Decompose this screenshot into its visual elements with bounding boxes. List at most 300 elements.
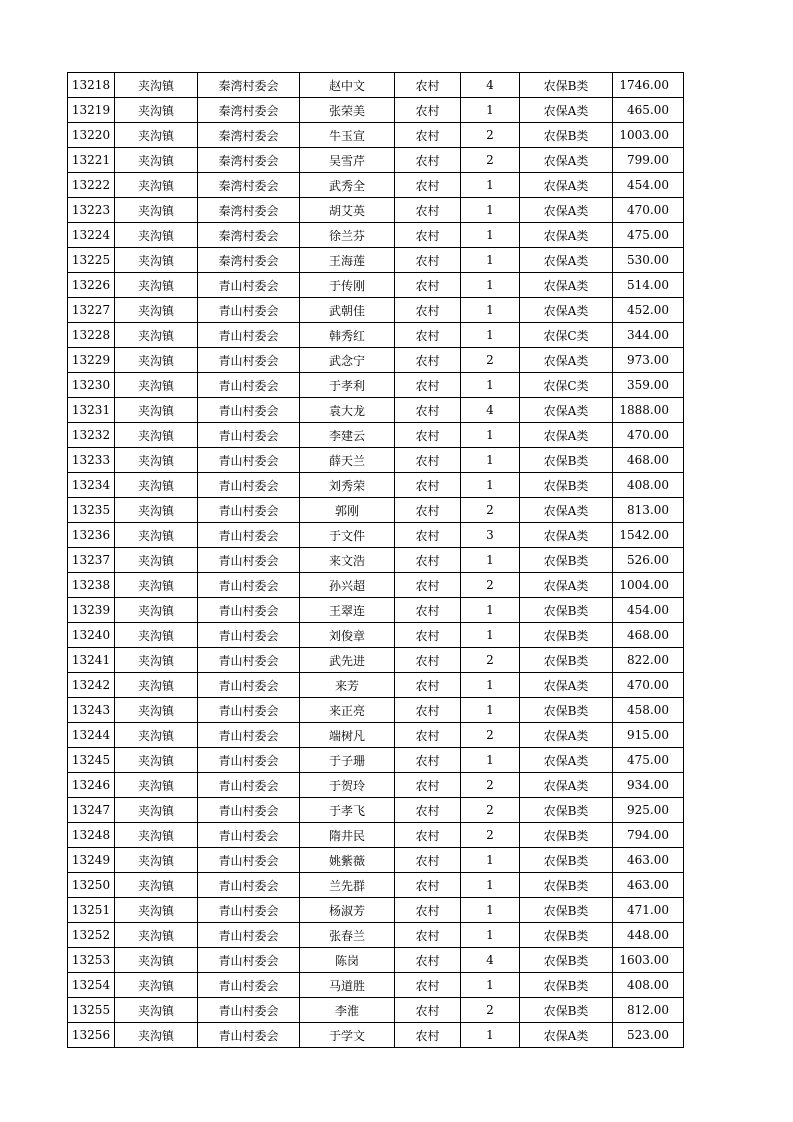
village-committee-cell: 青山村委会: [198, 873, 300, 898]
record-id-cell: 13244: [68, 723, 115, 748]
table-row: [68, 348, 684, 373]
record-id-cell: 13230: [68, 373, 115, 398]
area-type-cell: 农村: [395, 523, 461, 548]
table-row: [68, 323, 684, 348]
category-cell: 农保B类: [520, 598, 613, 623]
table-row: [68, 823, 684, 848]
town-cell: 夹沟镇: [115, 998, 198, 1023]
category-cell: 农保B类: [520, 123, 613, 148]
table-row: [68, 698, 684, 723]
town-cell: 夹沟镇: [115, 473, 198, 498]
village-committee-cell: 青山村委会: [198, 748, 300, 773]
category-cell: 农保B类: [520, 473, 613, 498]
table-row: [68, 798, 684, 823]
amount-cell: 470.00: [613, 673, 684, 698]
amount-cell: 470.00: [613, 198, 684, 223]
category-cell: 农保A类: [520, 173, 613, 198]
name-cell: 武先进: [300, 648, 395, 673]
area-type-cell: 农村: [395, 248, 461, 273]
town-cell: 夹沟镇: [115, 98, 198, 123]
records-table: [67, 72, 684, 1048]
village-committee-cell: 青山村委会: [198, 548, 300, 573]
town-cell: 夹沟镇: [115, 123, 198, 148]
category-cell: 农保C类: [520, 323, 613, 348]
record-id-cell: 13252: [68, 923, 115, 948]
count-cell: 2: [461, 998, 520, 1023]
category-cell: 农保A类: [520, 748, 613, 773]
record-id-cell: 13232: [68, 423, 115, 448]
table-row: [68, 648, 684, 673]
category-cell: 农保B类: [520, 698, 613, 723]
town-cell: 夹沟镇: [115, 423, 198, 448]
amount-cell: 526.00: [613, 548, 684, 573]
village-committee-cell: 青山村委会: [198, 323, 300, 348]
record-id-cell: 13227: [68, 298, 115, 323]
count-cell: 1: [461, 673, 520, 698]
records-table-body: [68, 73, 684, 1048]
amount-cell: 1746.00: [613, 73, 684, 98]
category-cell: 农保B类: [520, 823, 613, 848]
village-committee-cell: 秦湾村委会: [198, 98, 300, 123]
record-id-cell: 13243: [68, 698, 115, 723]
name-cell: 王海莲: [300, 248, 395, 273]
name-cell: 来文浩: [300, 548, 395, 573]
category-cell: 农保B类: [520, 998, 613, 1023]
village-committee-cell: 青山村委会: [198, 973, 300, 998]
name-cell: 于子珊: [300, 748, 395, 773]
town-cell: 夹沟镇: [115, 373, 198, 398]
amount-cell: 799.00: [613, 148, 684, 173]
town-cell: 夹沟镇: [115, 873, 198, 898]
amount-cell: 915.00: [613, 723, 684, 748]
amount-cell: 463.00: [613, 848, 684, 873]
name-cell: 徐兰芬: [300, 223, 395, 248]
record-id-cell: 13245: [68, 748, 115, 773]
amount-cell: 530.00: [613, 248, 684, 273]
record-id-cell: 13248: [68, 823, 115, 848]
record-id-cell: 13251: [68, 898, 115, 923]
town-cell: 夹沟镇: [115, 948, 198, 973]
name-cell: 来正亮: [300, 698, 395, 723]
count-cell: 2: [461, 148, 520, 173]
village-committee-cell: 青山村委会: [198, 623, 300, 648]
record-id-cell: 13239: [68, 598, 115, 623]
amount-cell: 454.00: [613, 173, 684, 198]
record-id-cell: 13241: [68, 648, 115, 673]
area-type-cell: 农村: [395, 948, 461, 973]
table-row: [68, 973, 684, 998]
category-cell: 农保A类: [520, 198, 613, 223]
category-cell: 农保C类: [520, 373, 613, 398]
area-type-cell: 农村: [395, 848, 461, 873]
name-cell: 端树凡: [300, 723, 395, 748]
name-cell: 薛天兰: [300, 448, 395, 473]
name-cell: 刘秀荣: [300, 473, 395, 498]
name-cell: 牛玉宣: [300, 123, 395, 148]
table-row: [68, 573, 684, 598]
name-cell: 孙兴超: [300, 573, 395, 598]
area-type-cell: 农村: [395, 423, 461, 448]
area-type-cell: 农村: [395, 873, 461, 898]
name-cell: 于贺玲: [300, 773, 395, 798]
village-committee-cell: 青山村委会: [198, 773, 300, 798]
name-cell: 马道胜: [300, 973, 395, 998]
record-id-cell: 13223: [68, 198, 115, 223]
town-cell: 夹沟镇: [115, 198, 198, 223]
category-cell: 农保A类: [520, 398, 613, 423]
record-id-cell: 13236: [68, 523, 115, 548]
count-cell: 1: [461, 248, 520, 273]
name-cell: 武念宁: [300, 348, 395, 373]
count-cell: 1: [461, 323, 520, 348]
table-row: [68, 473, 684, 498]
town-cell: 夹沟镇: [115, 398, 198, 423]
town-cell: 夹沟镇: [115, 148, 198, 173]
record-id-cell: 13240: [68, 623, 115, 648]
count-cell: 2: [461, 123, 520, 148]
town-cell: 夹沟镇: [115, 73, 198, 98]
table-row: [68, 898, 684, 923]
table-row: [68, 448, 684, 473]
name-cell: 于学文: [300, 1023, 395, 1048]
table-row: [68, 423, 684, 448]
count-cell: 1: [461, 473, 520, 498]
record-id-cell: 13224: [68, 223, 115, 248]
town-cell: 夹沟镇: [115, 798, 198, 823]
category-cell: 农保B类: [520, 623, 613, 648]
count-cell: 4: [461, 948, 520, 973]
table-row: [68, 148, 684, 173]
count-cell: 1: [461, 373, 520, 398]
count-cell: 2: [461, 573, 520, 598]
name-cell: 王翠连: [300, 598, 395, 623]
amount-cell: 934.00: [613, 773, 684, 798]
count-cell: 1: [461, 623, 520, 648]
table-row: [68, 273, 684, 298]
record-id-cell: 13246: [68, 773, 115, 798]
amount-cell: 1003.00: [613, 123, 684, 148]
village-committee-cell: 秦湾村委会: [198, 73, 300, 98]
count-cell: 2: [461, 348, 520, 373]
name-cell: 于文件: [300, 523, 395, 548]
record-id-cell: 13221: [68, 148, 115, 173]
name-cell: 于传刚: [300, 273, 395, 298]
village-committee-cell: 秦湾村委会: [198, 173, 300, 198]
area-type-cell: 农村: [395, 823, 461, 848]
record-id-cell: 13235: [68, 498, 115, 523]
count-cell: 1: [461, 873, 520, 898]
count-cell: 1: [461, 223, 520, 248]
area-type-cell: 农村: [395, 748, 461, 773]
record-id-cell: 13233: [68, 448, 115, 473]
amount-cell: 458.00: [613, 698, 684, 723]
table-row: [68, 198, 684, 223]
name-cell: 陈岗: [300, 948, 395, 973]
area-type-cell: 农村: [395, 473, 461, 498]
name-cell: 赵中文: [300, 73, 395, 98]
count-cell: 1: [461, 423, 520, 448]
record-id-cell: 13234: [68, 473, 115, 498]
area-type-cell: 农村: [395, 623, 461, 648]
village-committee-cell: 青山村委会: [198, 723, 300, 748]
village-committee-cell: 青山村委会: [198, 1023, 300, 1048]
amount-cell: 1004.00: [613, 573, 684, 598]
count-cell: 1: [461, 973, 520, 998]
area-type-cell: 农村: [395, 648, 461, 673]
table-row: [68, 873, 684, 898]
amount-cell: 465.00: [613, 98, 684, 123]
count-cell: 1: [461, 748, 520, 773]
amount-cell: 470.00: [613, 423, 684, 448]
amount-cell: 794.00: [613, 823, 684, 848]
town-cell: 夹沟镇: [115, 973, 198, 998]
area-type-cell: 农村: [395, 1023, 461, 1048]
table-row: [68, 848, 684, 873]
amount-cell: 523.00: [613, 1023, 684, 1048]
amount-cell: 475.00: [613, 223, 684, 248]
name-cell: 隋井民: [300, 823, 395, 848]
category-cell: 农保A类: [520, 423, 613, 448]
count-cell: 1: [461, 923, 520, 948]
amount-cell: 475.00: [613, 748, 684, 773]
area-type-cell: 农村: [395, 498, 461, 523]
area-type-cell: 农村: [395, 573, 461, 598]
category-cell: 农保B类: [520, 848, 613, 873]
record-id-cell: 13226: [68, 273, 115, 298]
name-cell: 韩秀红: [300, 323, 395, 348]
table-row: [68, 398, 684, 423]
category-cell: 农保B类: [520, 948, 613, 973]
count-cell: 1: [461, 198, 520, 223]
count-cell: 1: [461, 98, 520, 123]
category-cell: 农保A类: [520, 248, 613, 273]
village-committee-cell: 青山村委会: [198, 598, 300, 623]
category-cell: 农保B类: [520, 873, 613, 898]
town-cell: 夹沟镇: [115, 523, 198, 548]
town-cell: 夹沟镇: [115, 648, 198, 673]
name-cell: 武朝佳: [300, 298, 395, 323]
name-cell: 刘俊章: [300, 623, 395, 648]
category-cell: 农保B类: [520, 548, 613, 573]
amount-cell: 813.00: [613, 498, 684, 523]
village-committee-cell: 青山村委会: [198, 823, 300, 848]
category-cell: 农保A类: [520, 148, 613, 173]
table-row: [68, 1023, 684, 1048]
amount-cell: 408.00: [613, 473, 684, 498]
town-cell: 夹沟镇: [115, 923, 198, 948]
category-cell: 农保B类: [520, 923, 613, 948]
amount-cell: 344.00: [613, 323, 684, 348]
table-row: [68, 298, 684, 323]
area-type-cell: 农村: [395, 273, 461, 298]
category-cell: 农保B类: [520, 973, 613, 998]
name-cell: 于孝飞: [300, 798, 395, 823]
table-row: [68, 373, 684, 398]
category-cell: 农保A类: [520, 298, 613, 323]
name-cell: 兰先群: [300, 873, 395, 898]
category-cell: 农保A类: [520, 773, 613, 798]
name-cell: 李建云: [300, 423, 395, 448]
village-committee-cell: 青山村委会: [198, 523, 300, 548]
name-cell: 张荣美: [300, 98, 395, 123]
town-cell: 夹沟镇: [115, 448, 198, 473]
category-cell: 农保A类: [520, 348, 613, 373]
name-cell: 郭刚: [300, 498, 395, 523]
area-type-cell: 农村: [395, 198, 461, 223]
record-id-cell: 13225: [68, 248, 115, 273]
area-type-cell: 农村: [395, 973, 461, 998]
name-cell: 于孝利: [300, 373, 395, 398]
village-committee-cell: 青山村委会: [198, 498, 300, 523]
count-cell: 1: [461, 448, 520, 473]
record-id-cell: 13249: [68, 848, 115, 873]
area-type-cell: 农村: [395, 798, 461, 823]
category-cell: 农保A类: [520, 498, 613, 523]
village-committee-cell: 青山村委会: [198, 698, 300, 723]
area-type-cell: 农村: [395, 123, 461, 148]
count-cell: 4: [461, 73, 520, 98]
name-cell: 吴雪芹: [300, 148, 395, 173]
count-cell: 1: [461, 298, 520, 323]
area-type-cell: 农村: [395, 723, 461, 748]
record-id-cell: 13222: [68, 173, 115, 198]
village-committee-cell: 秦湾村委会: [198, 198, 300, 223]
area-type-cell: 农村: [395, 323, 461, 348]
village-committee-cell: 青山村委会: [198, 398, 300, 423]
table-row: [68, 923, 684, 948]
amount-cell: 471.00: [613, 898, 684, 923]
area-type-cell: 农村: [395, 348, 461, 373]
village-committee-cell: 青山村委会: [198, 573, 300, 598]
table-row: [68, 623, 684, 648]
count-cell: 2: [461, 798, 520, 823]
table-row: [68, 173, 684, 198]
area-type-cell: 农村: [395, 173, 461, 198]
town-cell: 夹沟镇: [115, 273, 198, 298]
count-cell: 2: [461, 498, 520, 523]
amount-cell: 1888.00: [613, 398, 684, 423]
area-type-cell: 农村: [395, 298, 461, 323]
amount-cell: 973.00: [613, 348, 684, 373]
count-cell: 1: [461, 1023, 520, 1048]
amount-cell: 925.00: [613, 798, 684, 823]
town-cell: 夹沟镇: [115, 248, 198, 273]
table-row: [68, 723, 684, 748]
amount-cell: 812.00: [613, 998, 684, 1023]
area-type-cell: 农村: [395, 148, 461, 173]
count-cell: 2: [461, 723, 520, 748]
town-cell: 夹沟镇: [115, 348, 198, 373]
count-cell: 3: [461, 523, 520, 548]
town-cell: 夹沟镇: [115, 823, 198, 848]
village-committee-cell: 青山村委会: [198, 998, 300, 1023]
table-row: [68, 748, 684, 773]
village-committee-cell: 秦湾村委会: [198, 148, 300, 173]
amount-cell: 408.00: [613, 973, 684, 998]
category-cell: 农保B类: [520, 448, 613, 473]
record-id-cell: 13238: [68, 573, 115, 598]
town-cell: 夹沟镇: [115, 623, 198, 648]
area-type-cell: 农村: [395, 698, 461, 723]
town-cell: 夹沟镇: [115, 298, 198, 323]
town-cell: 夹沟镇: [115, 698, 198, 723]
record-id-cell: 13242: [68, 673, 115, 698]
amount-cell: 822.00: [613, 648, 684, 673]
name-cell: 张春兰: [300, 923, 395, 948]
town-cell: 夹沟镇: [115, 548, 198, 573]
area-type-cell: 农村: [395, 223, 461, 248]
area-type-cell: 农村: [395, 773, 461, 798]
amount-cell: 359.00: [613, 373, 684, 398]
record-id-cell: 13254: [68, 973, 115, 998]
area-type-cell: 农村: [395, 898, 461, 923]
table-row: [68, 948, 684, 973]
area-type-cell: 农村: [395, 98, 461, 123]
amount-cell: 448.00: [613, 923, 684, 948]
village-committee-cell: 青山村委会: [198, 448, 300, 473]
amount-cell: 454.00: [613, 598, 684, 623]
town-cell: 夹沟镇: [115, 673, 198, 698]
record-id-cell: 13250: [68, 873, 115, 898]
area-type-cell: 农村: [395, 548, 461, 573]
category-cell: 农保A类: [520, 98, 613, 123]
town-cell: 夹沟镇: [115, 1023, 198, 1048]
town-cell: 夹沟镇: [115, 723, 198, 748]
town-cell: 夹沟镇: [115, 848, 198, 873]
count-cell: 1: [461, 273, 520, 298]
count-cell: 1: [461, 848, 520, 873]
category-cell: 农保A类: [520, 573, 613, 598]
village-committee-cell: 青山村委会: [198, 673, 300, 698]
count-cell: 2: [461, 773, 520, 798]
village-committee-cell: 青山村委会: [198, 898, 300, 923]
record-id-cell: 13220: [68, 123, 115, 148]
name-cell: 袁大龙: [300, 398, 395, 423]
table-row: [68, 98, 684, 123]
count-cell: 2: [461, 823, 520, 848]
area-type-cell: 农村: [395, 73, 461, 98]
village-committee-cell: 秦湾村委会: [198, 123, 300, 148]
town-cell: 夹沟镇: [115, 173, 198, 198]
village-committee-cell: 青山村委会: [198, 298, 300, 323]
town-cell: 夹沟镇: [115, 223, 198, 248]
record-id-cell: 13237: [68, 548, 115, 573]
town-cell: 夹沟镇: [115, 598, 198, 623]
count-cell: 2: [461, 648, 520, 673]
name-cell: 姚紫薇: [300, 848, 395, 873]
name-cell: 来芳: [300, 673, 395, 698]
area-type-cell: 农村: [395, 673, 461, 698]
table-row: [68, 523, 684, 548]
amount-cell: 1542.00: [613, 523, 684, 548]
count-cell: 1: [461, 698, 520, 723]
table-row: [68, 598, 684, 623]
category-cell: 农保A类: [520, 1023, 613, 1048]
name-cell: 杨淑芳: [300, 898, 395, 923]
name-cell: 武秀全: [300, 173, 395, 198]
count-cell: 1: [461, 598, 520, 623]
count-cell: 4: [461, 398, 520, 423]
category-cell: 农保A类: [520, 673, 613, 698]
record-id-cell: 13228: [68, 323, 115, 348]
amount-cell: 468.00: [613, 623, 684, 648]
village-committee-cell: 青山村委会: [198, 923, 300, 948]
table-row: [68, 248, 684, 273]
village-committee-cell: 青山村委会: [198, 373, 300, 398]
amount-cell: 463.00: [613, 873, 684, 898]
area-type-cell: 农村: [395, 398, 461, 423]
table-row: [68, 773, 684, 798]
